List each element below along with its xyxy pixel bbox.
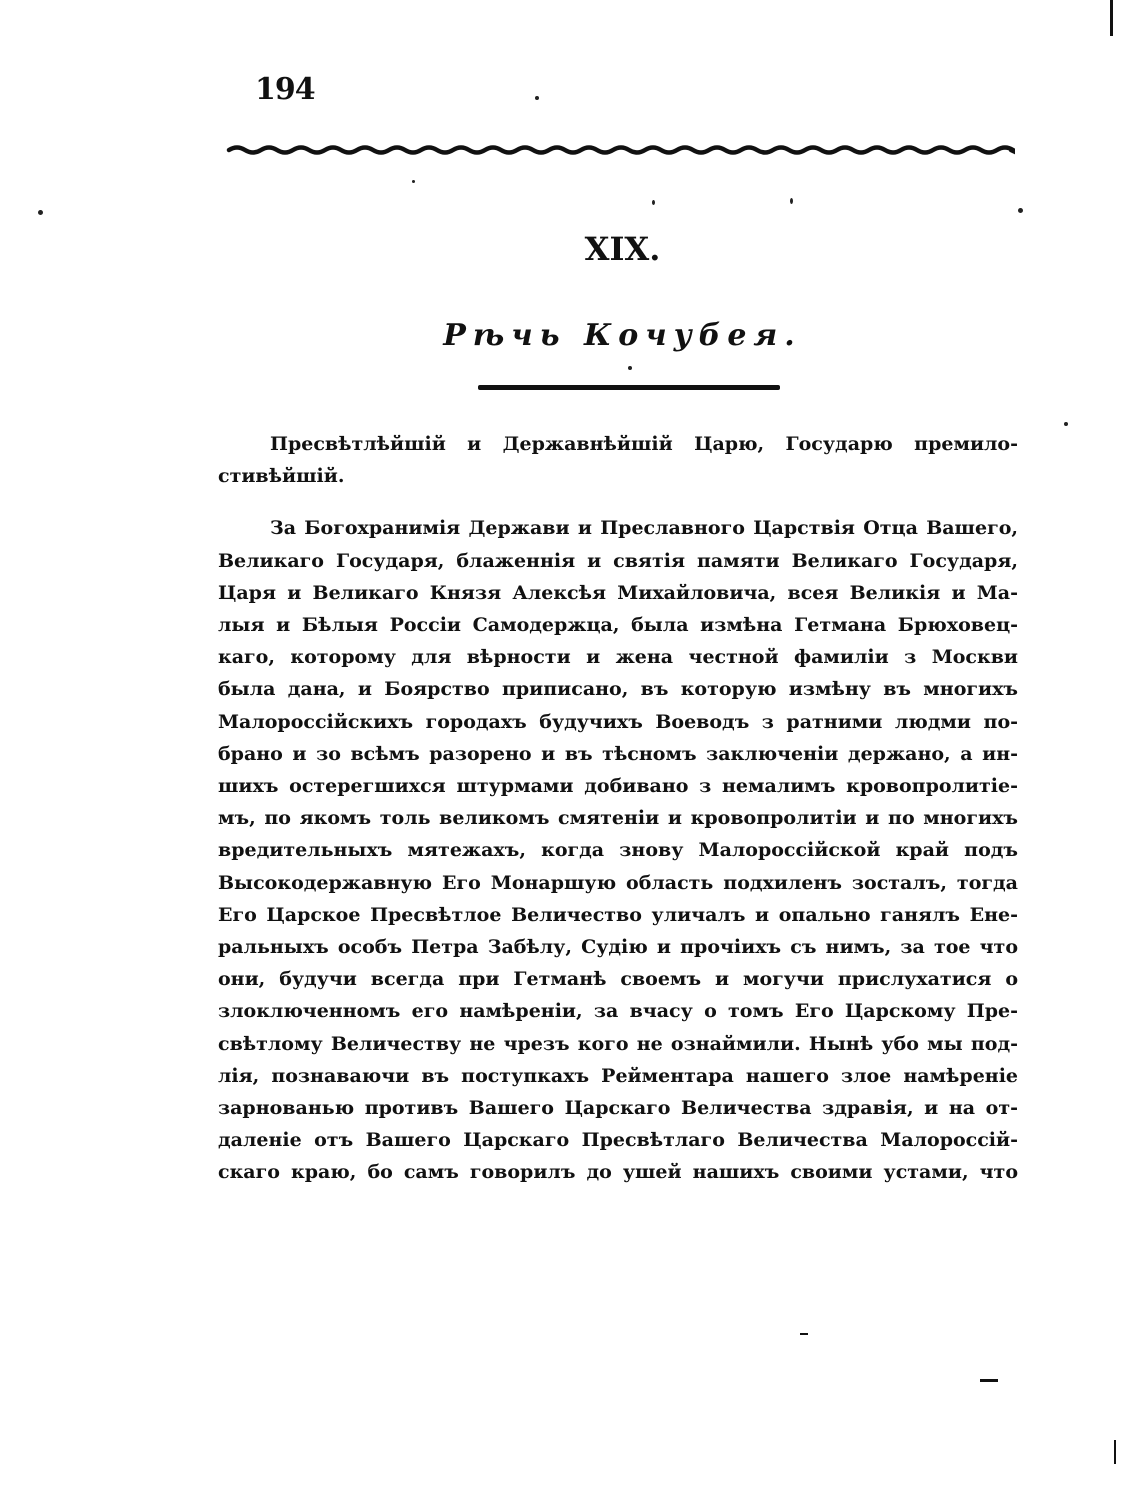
text-line: скаго краю, бо самъ говорилъ до ушей нашихъ своими устами, что [218, 1161, 1018, 1184]
scan-speck [790, 198, 793, 204]
text-line: каго, которому для вѣрности и жена честной фамиліи з Москви [218, 646, 1018, 669]
body-text [218, 428, 1018, 1209]
scan-speck [652, 200, 655, 205]
text-line: Царя и Великаго Князя Алексѣя Михайловича, всея Великія и Ма- [218, 581, 1018, 604]
text-line: вредительныхъ мятежахъ, когда знову Малороссійской край подъ [218, 839, 1018, 862]
text-line: свѣтлому Величеству не чрезъ кого не ознаймили. Нынѣ убо мы под- [218, 1032, 1018, 1055]
paragraph-salutation [218, 428, 1018, 492]
text-line: шихъ остерегшихся штурмами добивано з немалимъ кровопролитіе- [218, 775, 1018, 798]
text-line: мъ, по якомъ толь великомъ смятеніи и кровопролитіи и по многихъ [218, 807, 1018, 830]
text-line: Малороссійскихъ городахъ будучихъ Воеводъ з ратними людми по- [218, 710, 1018, 733]
title-underline [478, 385, 780, 390]
scan-edge-mark [800, 1333, 808, 1335]
text-line: они, будучи всегда при Гетманѣ своемъ и могучи прислухатися о [218, 968, 1018, 991]
paragraph-main [218, 512, 1018, 1188]
scan-edge-mark [1114, 1440, 1116, 1464]
chapter-numeral: XIX. [584, 230, 661, 268]
wavy-divider [225, 136, 1015, 164]
scan-speck [412, 180, 415, 183]
text-line: даленіе отъ Вашего Царскаго Пресвѣтлаго Величества Малороссій- [218, 1129, 1018, 1152]
text-line: брано и зо всѣмъ разорено и въ тѣсномъ заключеніи держано, а ин- [218, 742, 1018, 765]
text-line: лія, познаваючи въ поступкахъ Рейментара нашего злое намѣреніе [218, 1064, 1018, 1087]
text-line: лыя и Бѣлыя Россіи Самодержца, была измѣна Гетмана Брюховец- [218, 614, 1018, 637]
text-line: Пресвѣтлѣйшій и Державнѣйшій Царю, Государю премило- [270, 433, 1018, 455]
scan-speck [628, 366, 632, 370]
page-number: 194 [255, 72, 315, 107]
text-line: злоключенномъ его намѣреніи, за вчасу о томъ Его Царскому Пре- [218, 1000, 1018, 1023]
text-line: Великаго Государя, блаженнія и святія памяти Великаго Государя, [218, 549, 1018, 572]
scan-speck [1064, 422, 1068, 426]
chapter-title: Рѣчь Кочубея. [443, 318, 802, 353]
scan-speck [1018, 208, 1023, 213]
text-line: зарнованью противъ Вашего Царскаго Величества здравія, и на от- [218, 1097, 1018, 1120]
scan-speck [535, 96, 539, 100]
text-line: За Богохранимія Держави и Преславного Царствія Отца Вашего, [270, 517, 1018, 540]
text-line: Его Царское Пресвѣтлое Величество уличалъ и опально ганялъ Ене- [218, 903, 1018, 926]
scan-speck [38, 210, 43, 215]
text-line: ральныхъ особъ Петра Забѣлу, Судію и прочіихъ съ нимъ, за тое что [218, 936, 1018, 959]
text-line: Высокодержавную Его Монаршую область подхиленъ зосталъ, тогда [218, 871, 1018, 894]
scan-edge-mark [1110, 0, 1113, 36]
scan-edge-mark [980, 1379, 998, 1382]
text-line: стивѣйшій. [218, 465, 345, 488]
text-line: была дана, и Боярство приписано, въ которую измѣну въ многихъ [218, 678, 1018, 701]
